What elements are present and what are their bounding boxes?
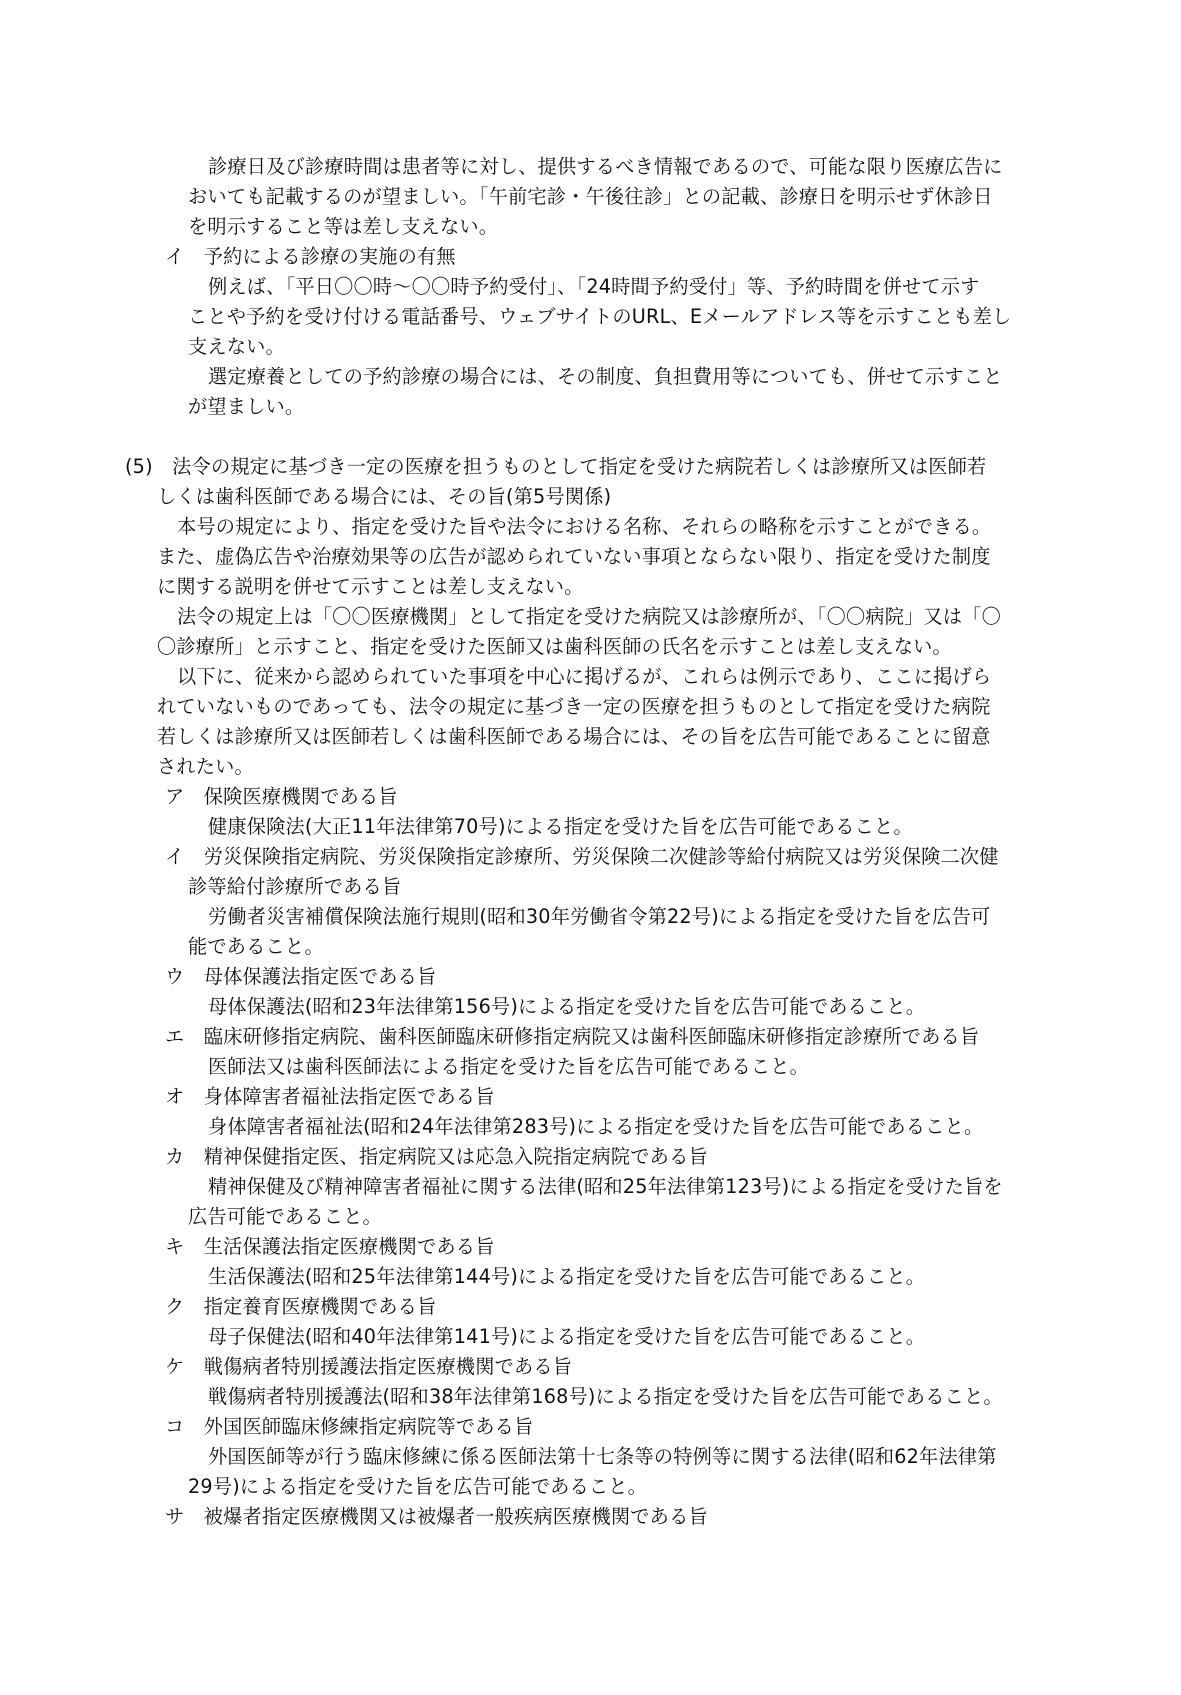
list-item-heading: ク 指定養育医療機関である旨	[165, 1295, 437, 1318]
text-line: 労働者災害補償保険法施行規則(昭和30年労働省令第22号)による指定を受けた旨を広告可	[208, 905, 991, 928]
list-item-heading: オ 身体障害者福祉法指定医である旨	[165, 1085, 495, 1108]
list-item-heading: ア 保険医療機関である旨	[165, 785, 398, 808]
text-line: 母体保護法(昭和23年法律第156号)による指定を受けた旨を広告可能であること。	[208, 995, 926, 1018]
text-line: 本号の規定により、指定を受けた旨や法令における名称、それらの略称を示すことができる。	[177, 515, 992, 538]
text-line: 身体障害者福祉法(昭和24年法律第283号)による指定を受けた旨を広告可能であること。	[208, 1115, 984, 1138]
text-line: 以下に、従来から認められていた事項を中心に掲げるが、これらは例示であり、ここに掲げら	[177, 665, 992, 688]
list-item-heading: イ 労災保険指定病院、労災保険指定診療所、労災保険二次健診等給付病院又は労災保険二次健	[165, 845, 999, 868]
text-line: おいても記載するのが望ましい。「午前宅診・午後往診」との記載、診療日を明示せず休診日	[188, 185, 993, 208]
text-line: 精神保健及び精神障害者福祉に関する法律(昭和25年法律第123号)による指定を受けた旨を	[208, 1175, 1003, 1198]
section-heading: (5) 法令の規定に基づき一定の医療を担うものとして指定を受けた病院若しくは診療所又は医師若	[125, 455, 987, 478]
text-line: 法令の規定上は「〇〇医療機関」として指定を受けた病院又は診療所が、「〇〇病院」又は「〇	[177, 605, 1002, 628]
text-line: 支えない。	[188, 335, 285, 358]
text-line: 戦傷病者特別援護法(昭和38年法律第168号)による指定を受けた旨を広告可能であること。	[208, 1385, 1003, 1408]
list-item-heading: エ 臨床研修指定病院、歯科医師臨床研修指定病院又は歯科医師臨床研修指定診療所である旨	[165, 1025, 980, 1048]
text-line: れていないものであっても、法令の規定に基づき一定の医療を担うものとして指定を受けた病院	[157, 695, 991, 718]
text-line: 広告可能であること。	[188, 1205, 382, 1228]
text-line: 〇診療所」と示すこと、指定を受けた医師又は歯科医師の氏名を示すことは差し支えない。	[157, 635, 952, 658]
text-line: 若しくは診療所又は医師若しくは歯科医師である場合には、その旨を広告可能であることに留意	[157, 725, 991, 748]
list-item-heading: ウ 母体保護法指定医である旨	[165, 965, 437, 988]
list-item-heading: 診等給付診療所である旨	[188, 875, 402, 898]
list-item-heading: コ 外国医師臨床修練指定病院等である旨	[165, 1415, 534, 1438]
list-item-heading: サ 被爆者指定医療機関又は被爆者一般疾病医療機関である旨	[165, 1505, 708, 1528]
text-line: 能であること。	[188, 935, 324, 958]
text-line: また、虚偽広告や治療効果等の広告が認められていない事項とならない限り、指定を受けた制度	[157, 545, 991, 568]
section-heading: しくは歯科医師である場合には、その旨(第5号関係)	[157, 485, 612, 508]
text-line: 例えば、「平日〇〇時～〇〇時予約受付」、「24時間予約受付」等、予約時間を併せて示す	[208, 275, 980, 298]
text-line: 健康保険法(大正11年法律第70号)による指定を受けた旨を広告可能であること。	[208, 815, 913, 838]
list-item-heading: キ 生活保護法指定医療機関である旨	[165, 1235, 495, 1258]
text-line: 診療日及び診療時間は患者等に対し、提供するべき情報であるので、可能な限り医療広告に	[208, 155, 1003, 178]
text-line: されたい。	[157, 755, 254, 778]
text-line: 生活保護法(昭和25年法律第144号)による指定を受けた旨を広告可能であること。	[208, 1265, 926, 1288]
text-line: ことや予約を受け付ける電話番号、ウェブサイトのURL、Eメールアドレス等を示すことも差し	[188, 305, 1012, 328]
text-line: が望ましい。	[188, 395, 305, 418]
text-line: に関する説明を併せて示すことは差し支えない。	[157, 575, 584, 598]
text-line: 医師法又は歯科医師法による指定を受けた旨を広告可能であること。	[208, 1055, 810, 1078]
list-item-heading: イ 予約による診療の実施の有無	[165, 245, 456, 268]
text-line: 母子保健法(昭和40年法律第141号)による指定を受けた旨を広告可能であること。	[208, 1325, 926, 1348]
list-item-heading: ケ 戦傷病者特別援護法指定医療機関である旨	[165, 1355, 573, 1378]
text-line: を明示すること等は差し支えない。	[188, 215, 499, 238]
text-line: 選定療養としての予約診療の場合には、その制度、負担費用等についても、併せて示すこと	[208, 365, 1003, 388]
list-item-heading: カ 精神保健指定医、指定病院又は応急入院指定病院である旨	[165, 1145, 708, 1168]
text-line: 外国医師等が行う臨床修練に係る医師法第十七条等の特例等に関する法律(昭和62年法律第	[208, 1445, 997, 1468]
text-line: 29号)による指定を受けた旨を広告可能であること。	[188, 1475, 648, 1498]
